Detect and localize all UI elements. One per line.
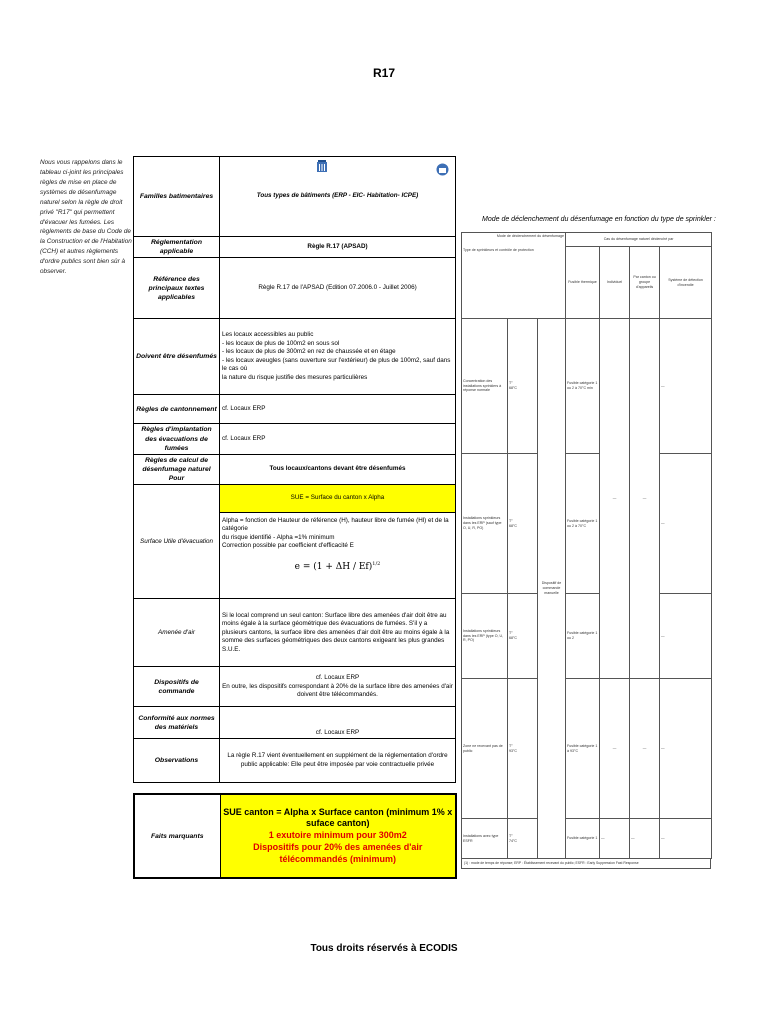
observations-label: Observations (134, 739, 220, 783)
families-cell (220, 157, 456, 237)
implantation-value: cf. Locaux ERP (220, 424, 456, 455)
observations-value: La règle R.17 vient éventuellement en supplément de la réglementation d'ordre public applicable: Elle peut être imposée par voie contractuelle privée (220, 739, 456, 783)
key-fact: 1 exutoire minimum pour 300m2 (268, 830, 407, 841)
col-fusible: Fusible thermique (566, 247, 600, 319)
conformite-label: Conformité aux normes des matériels (134, 707, 220, 739)
sprinkler-table: Mode de déclenchement du désenfumage Type de sprinkleurs et contrôle de protection Cas du désenfumage naturel déclenché par Fusible thermique Individuel Par canton ou groupe d'appareils Système de détection d'incendie Concentration des installations sprinklers à réponse normale T° 68°C Dispositif de commande manuelle Fusible catégorie 1 ou 2 à 70°C min — — — Installations sprinkleurs dans les ERP (sauf type O, U, R, PO) T° 68°C Fusible catégorie 1 ou 2 à 70°C — Installations sprinkleurs dans les ERP (type O, U, R, PO) T° 68°C Fusible catégorie 1 ou 2 — Zone ne recevant pas de public T° 93°C Fusible catégorie 1 à 93°C — — — Installations avec type ESFR T° 74°C Fusible catégorie 1 — — — (461, 232, 712, 859)
row-label: Installations sprinkleurs dans les ERP (sauf type O, U, R, PO) (462, 454, 508, 594)
row-label: Installations avec type ESFR (462, 819, 508, 859)
cantonnement-label: Règles de cantonnement (134, 395, 220, 424)
building-icon (316, 159, 328, 173)
row-label: Installations sprinkleurs dans les ERP (type O, U, R, PO) (462, 594, 508, 679)
col-indiv: Individuel (600, 247, 630, 319)
sue-formula: SUE = Surface du canton x Alpha (220, 485, 455, 513)
calcul-value: Tous locaux/cantons devant être désenfumés (220, 454, 456, 485)
sprinkler-title: Mode de déclenchement du désenfumage en fonction du type de sprinkler : (482, 216, 716, 223)
calcul-label: Règles de calcul de désenfumage naturel Pour (134, 454, 220, 485)
group-header: Cas du désenfumage naturel déclenché par (566, 233, 712, 247)
corner-bottom: Type de sprinkleurs et contrôle de protection (463, 248, 534, 253)
key-fact: SUE canton = Alpha x Surface canton (minimum 1% x suface canton) (223, 806, 453, 829)
doivent-value (220, 319, 456, 395)
sue-cell (220, 485, 456, 599)
sue-line: Correction possible par coefficient d'efficacité E (222, 542, 354, 550)
key-facts-cell (220, 794, 456, 878)
page-title: R17 (372, 66, 395, 80)
commande-label: Dispositifs de commande (134, 667, 220, 707)
row-label: Zone ne recevant pas de public (462, 679, 508, 819)
reference-value: Règle R.17 de l'APSAD (Edition 07.2006.0 - Juillet 2006) (220, 258, 456, 319)
sue-line: du risque identifié - Alpha =1% minimum (222, 533, 335, 541)
families-value: Tous types de bâtiments (ERP - EIC- Habitation- ICPE) (256, 192, 419, 200)
col-manual: Dispositif de commande manuelle (538, 319, 566, 859)
key-fact: Dispositifs pour 20% des amenées d'air télécommandés (minimum) (253, 841, 423, 864)
doivent-line: la nature du risque justifie des mesures particulières (222, 373, 368, 381)
doivent-line: Les locaux accessibles au public (222, 331, 314, 339)
reglementation-value: Règle R.17 (APSAD) (220, 237, 456, 258)
doivent-label: Doivent être désenfumés (134, 319, 220, 395)
doivent-line: - les locaux aveugles (sans ouverture sur l'extérieur) de plus de 100m2, sauf dans le cas où (222, 356, 451, 373)
col-detect: Système de détection d'incendie (660, 247, 712, 319)
amenee-value: Si le local comprend un seul canton: Surface libre des amenées d'air doit être au moins égale à la surface géométrique des évacuations de fumées. S'il y a plusieurs cantons, la surface libre des amenées d'air doit être au moins égale à la somme des surfaces géométriques des deux cantons exigeant les plus grandes S.U.E. (220, 599, 456, 667)
implantation-label: Règles d'implantation des évacuations de fumées (134, 424, 220, 455)
commande-cell (220, 667, 456, 707)
sprinkler-corner (462, 233, 566, 319)
key-facts-table (133, 793, 457, 879)
intro-text: Nous vous rappelons dans le tableau ci-joint les principales règles de mise en place de systèmes de désenfumage naturel selon la règle de droit privé "R17" qui permettent d'évacuer les fumées. Les règlements de base du Code de la Construction et de l'Habitation (CCH) et autres règlements d'ordre publics sont bien sûr à observer. (40, 159, 132, 276)
conformite-value: cf. Locaux ERP (220, 707, 456, 739)
efficacite-formula: $e = (1 + \Delta H / Ef)^{1/2}$ (294, 560, 381, 572)
sprinkler-footnote: (1) : mode de temps de réponse; ERP : Établissement recevant du public; ESFR : Early Suppression Fast Response (461, 859, 711, 869)
regulation-table (133, 156, 456, 783)
commande-line: cf. Locaux ERP (315, 674, 360, 682)
cantonnement-value: cf. Locaux ERP (220, 395, 456, 424)
commande-line: En outre, les dispositifs correspondant à 20% de la surface libre des amenées d'air doivent être télécommandés. (222, 682, 453, 699)
sprinkler-scan (461, 232, 711, 884)
corner-top: Mode de déclenchement du désenfumage (496, 234, 565, 238)
doivent-line: - les locaux de plus de 100m2 en sous sol (222, 339, 340, 347)
factory-icon (436, 163, 449, 176)
page-footer: Tous droits réservés à ECODIS (310, 943, 458, 954)
reference-label: Référence des principaux textes applicables (134, 258, 220, 319)
doivent-line: - les locaux de plus de 300m2 en rez de chaussée et en étage (222, 348, 396, 356)
families-label: Familles batimentaires (134, 157, 220, 237)
row-label: Concentration des installations sprinklers à réponse normale (462, 319, 508, 454)
key-facts-label: Faits marquants (134, 794, 220, 878)
sue-label: Surface Utile d'évacuation (134, 485, 220, 599)
formula-exponent: 1/2 (372, 560, 381, 567)
reglementation-label: Réglementation applicable (134, 237, 220, 258)
amenee-label: Amenée d'air (134, 599, 220, 667)
col-canton: Par canton ou groupe d'appareils (630, 247, 660, 319)
sue-line: Alpha = fonction de Hauteur de référence (H), hauteur libre de fumée (Hl) et de la catégorie (222, 516, 449, 533)
